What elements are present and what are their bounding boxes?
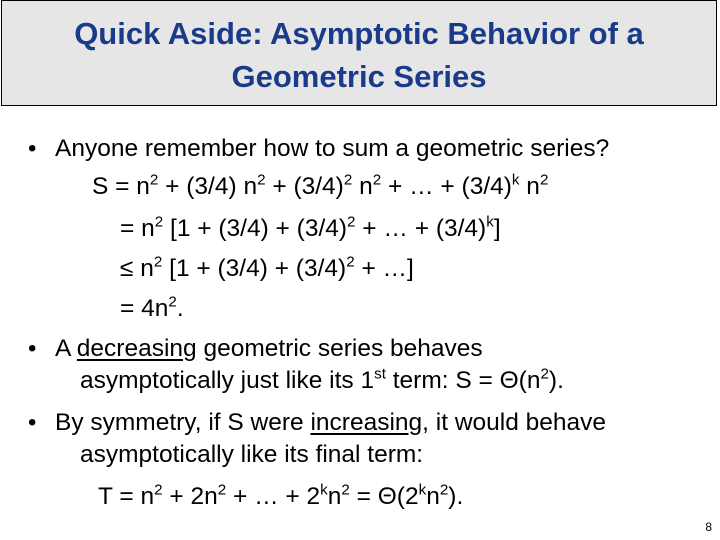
bullet-3-text: By symmetry, if S were increasing, it would behave: [55, 409, 607, 436]
bullet-1-text: Anyone remember how to sum a geometric series?: [55, 135, 610, 162]
bullet-1-marker: •: [28, 135, 37, 162]
bullet-3-marker: •: [28, 409, 37, 436]
equation-line-5: $T = n^2 + 2n^2$ + … + $2^kn^2 = \Theta(2^kn^2)$.: [98, 481, 464, 510]
title-line-1: Quick Aside: Asymptotic Behavior of a: [74, 16, 644, 51]
bullet-2-marker: •: [28, 335, 37, 362]
increasing-word: increasing: [310, 409, 423, 436]
page-number: 8: [705, 520, 712, 534]
title-box: [1, 0, 717, 106]
bullet-3-continuation: asymptotically like its final term:: [80, 441, 424, 468]
bullet-2-text: A decreasing geometric series behaves: [55, 335, 483, 362]
bullet-2-continuation: asymptotically just like its 1st term: $S = \Theta(n^2)$.: [80, 365, 564, 394]
equation-line-3: ≤ $n^2$ [$1 + (3/4) + (3/4)^2$ + …]: [120, 253, 414, 282]
title-line-2: Geometric Series: [231, 59, 487, 94]
equation-line-4: = $4n^2$.: [120, 293, 184, 322]
equation-line-2: = $n^2$ [$1 + (3/4) + (3/4)^2$ + … + $(3/4)^k$]: [120, 213, 501, 242]
equation-line-1: $S = n^2 + (3/4) n^2 + (3/4)^2$ $n^2$ + … + $(3/4)^k$ $n^2$: [92, 171, 549, 200]
decreasing-word: decreasing: [76, 335, 197, 362]
slide-title: [2, 12, 716, 98]
